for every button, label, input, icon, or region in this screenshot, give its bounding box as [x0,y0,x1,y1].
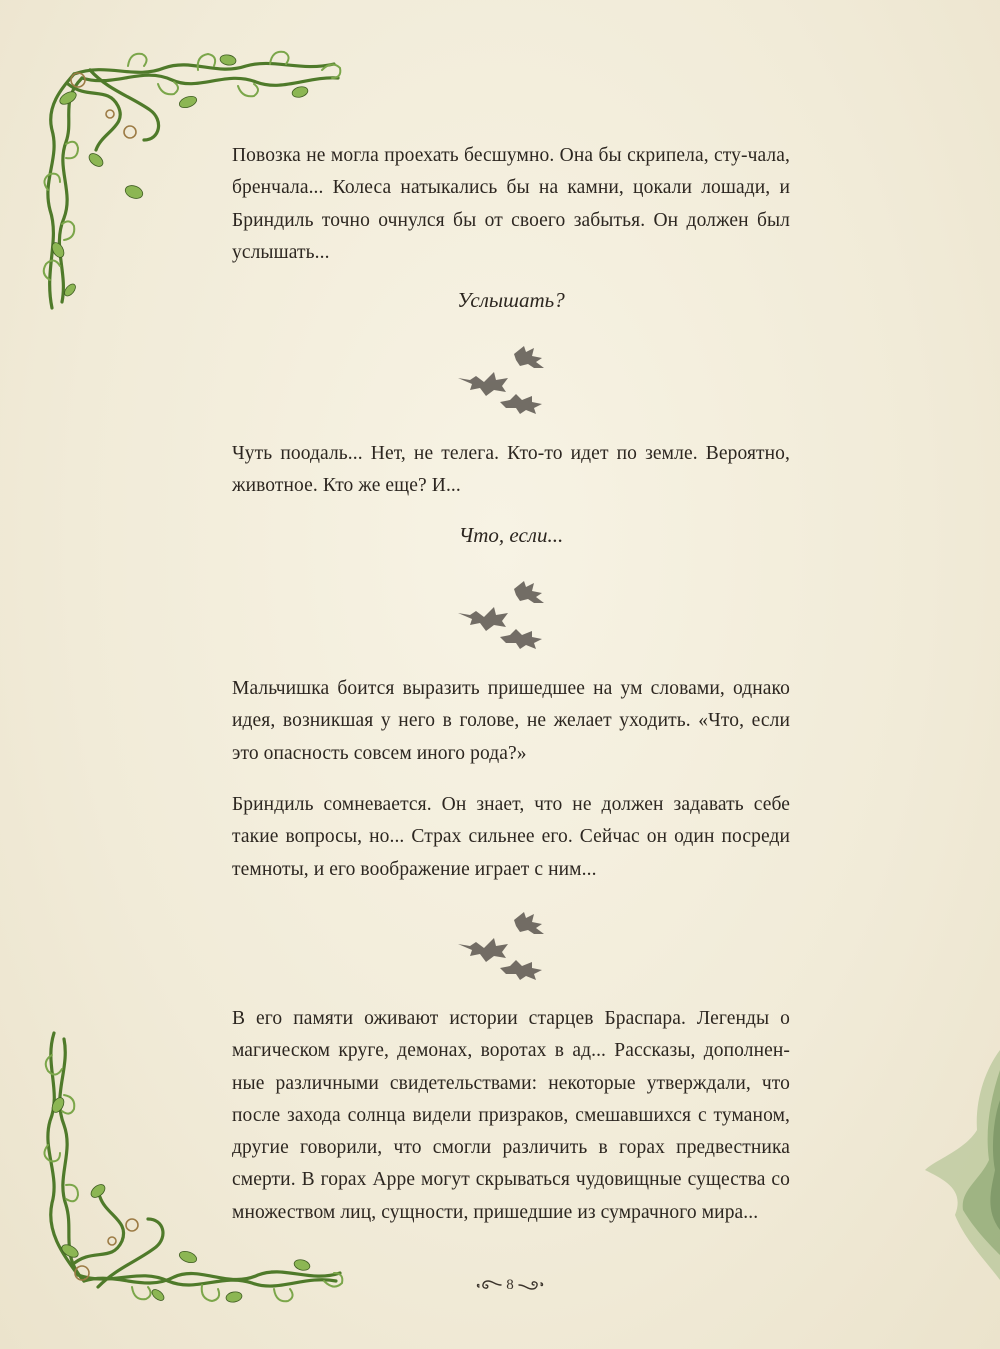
watercolor-landscape-fragment [905,1040,1000,1300]
paragraph-5: В его памяти оживают истории старцев Браспара. Легенды о магическом круге, демонах, воротах в ад... Рассказы, дополнен-ные различными свидетельствами: некоторые утверждали, что после захода солнца видели призраков, смешавшихся с туманом, другие говорили, что смогли различить в горах предвестника смерти. В горах Арре могут скрываться чудовищные существа со множеством лиц, сущности, пришедшие из сумрачного мира... [232,1008,790,1223]
swirl-left-icon [475,1279,503,1291]
page-number: 8 [506,1276,514,1293]
paragraph-4: Бриндиль сомневается. Он знает, что не должен задавать себе такие вопросы, но... Страх сильнее его. Сейчас он один посреди темноты, и его воображение играет с ним... [232,794,790,880]
italic-line-1: Услышать? [457,288,565,312]
italic-line-2: Что, если... [458,523,564,547]
paragraph-2: Чуть поодаль... Нет, не телега. Кто-то идет по земле. Вероятно, животное. Кто же еще? И... [232,443,790,497]
paragraph-3: Мальчишка боится выразить пришедшее на ум словами, однако идея, возникшая у него в голове, не желает уходить. «Что, если это опасность совсем иного рода?» [232,678,790,764]
page-number-folio [470,1274,550,1296]
bats-separator-3-icon [452,908,572,983]
swirl-right-icon [517,1279,545,1291]
bats-separator-2-icon [452,577,572,652]
bats-separator-1-icon [452,342,572,417]
paragraph-1: Повозка не могла проехать бесшумно. Она бы скрипела, сту-чала, бренчала... Колеса натыкались бы на камни, цокали лошади, и Бриндиль точно очнулся бы от своего забытья. Он должен был услышать... [232,145,790,263]
